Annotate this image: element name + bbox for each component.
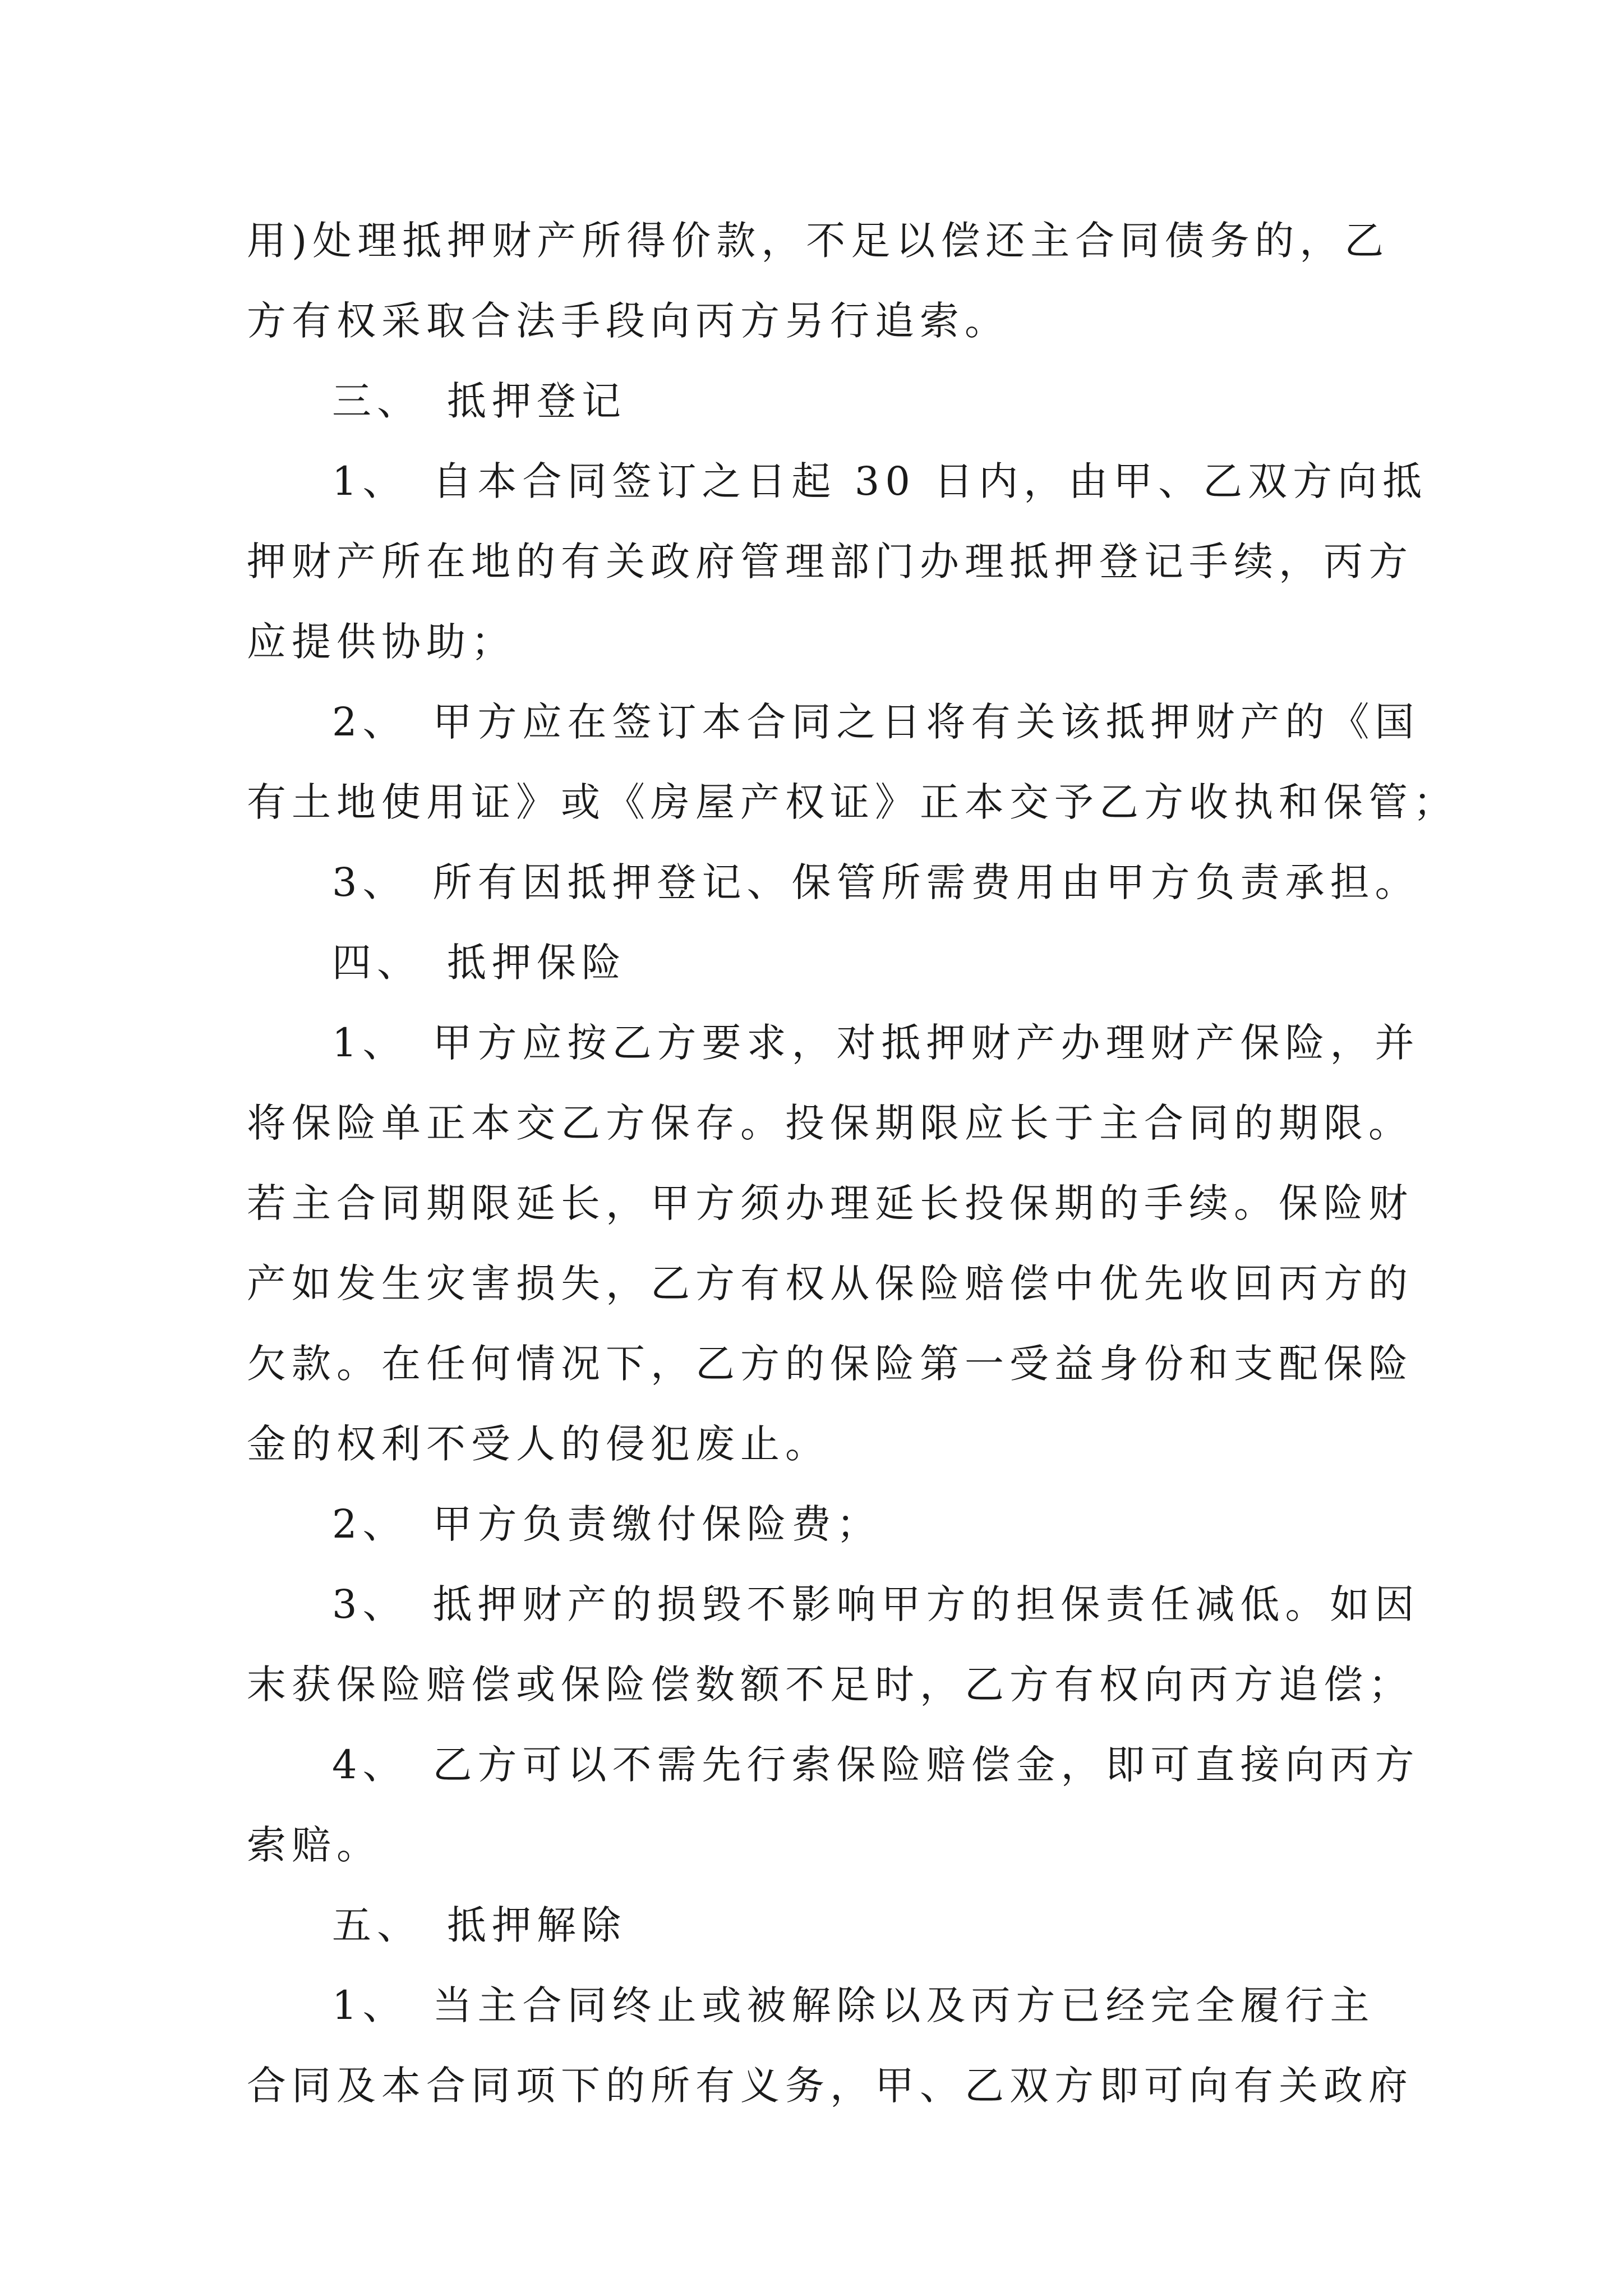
- clause-registration-2: 2、 甲方应在签订本合同之日将有关该抵押财产的《国: [332, 699, 1420, 745]
- text-line: 产如发生灾害损失，乙方有权从保险赔偿中优先收回丙方的: [247, 1260, 1413, 1306]
- section-heading-insurance: 四、 抵押保险: [332, 940, 626, 986]
- clause-insurance-4: 4、 乙方可以不需先行索保险赔偿金，即可直接向丙方: [332, 1742, 1420, 1788]
- text-line: 合同及本合同项下的所有义务，甲、乙双方即可向有关政府: [247, 2063, 1413, 2109]
- text-line: 欠款。在任何情况下，乙方的保险第一受益身份和支配保险: [247, 1341, 1413, 1387]
- clause-registration-3: 3、 所有因抵押登记、保管所需费用由甲方负责承担。: [332, 859, 1420, 905]
- section-heading-registration: 三、 抵押登记: [332, 378, 626, 424]
- text-line: 有土地使用证》或《房屋产权证》正本交予乙方收执和保管；: [247, 779, 1458, 825]
- clause-insurance-2: 2、 甲方负责缴付保险费；: [332, 1501, 882, 1547]
- clause-release-1: 1、 当主合同终止或被解除以及丙方已经完全履行主: [332, 1982, 1375, 2028]
- text-line: 若主合同期限延长，甲方须办理延长投保期的手续。保险财: [247, 1180, 1413, 1226]
- contract-body-text: [247, 201, 1458, 2126]
- clause-registration-1: 1、 自本合同签订之日起 30 日内，由甲、乙双方向抵: [332, 458, 1428, 504]
- text-line: 末获保险赔偿或保险偿数额不足时，乙方有权向丙方追偿；: [247, 1662, 1413, 1708]
- text-line: 索赔。: [247, 1822, 381, 1868]
- text-line: 用)处理抵押财产所得价款，不足以偿还主合同债务的，乙: [247, 218, 1390, 264]
- text-line: 将保险单正本交乙方保存。投保期限应长于主合同的期限。: [247, 1100, 1413, 1146]
- section-heading-release: 五、 抵押解除: [332, 1902, 626, 1948]
- clause-insurance-1: 1、 甲方应按乙方要求，对抵押财产办理财产保险，并: [332, 1020, 1420, 1066]
- clause-insurance-3: 3、 抵押财产的损毁不影响甲方的担保责任减低。如因: [332, 1581, 1420, 1627]
- text-line: 方有权采取合法手段向丙方另行追索。: [247, 298, 1009, 344]
- text-line: 押财产所在地的有关政府管理部门办理抵押登记手续，丙方: [247, 539, 1413, 585]
- text-line: 应提供协助；: [247, 619, 516, 665]
- text-line: 金的权利不受人的侵犯废止。: [247, 1421, 830, 1467]
